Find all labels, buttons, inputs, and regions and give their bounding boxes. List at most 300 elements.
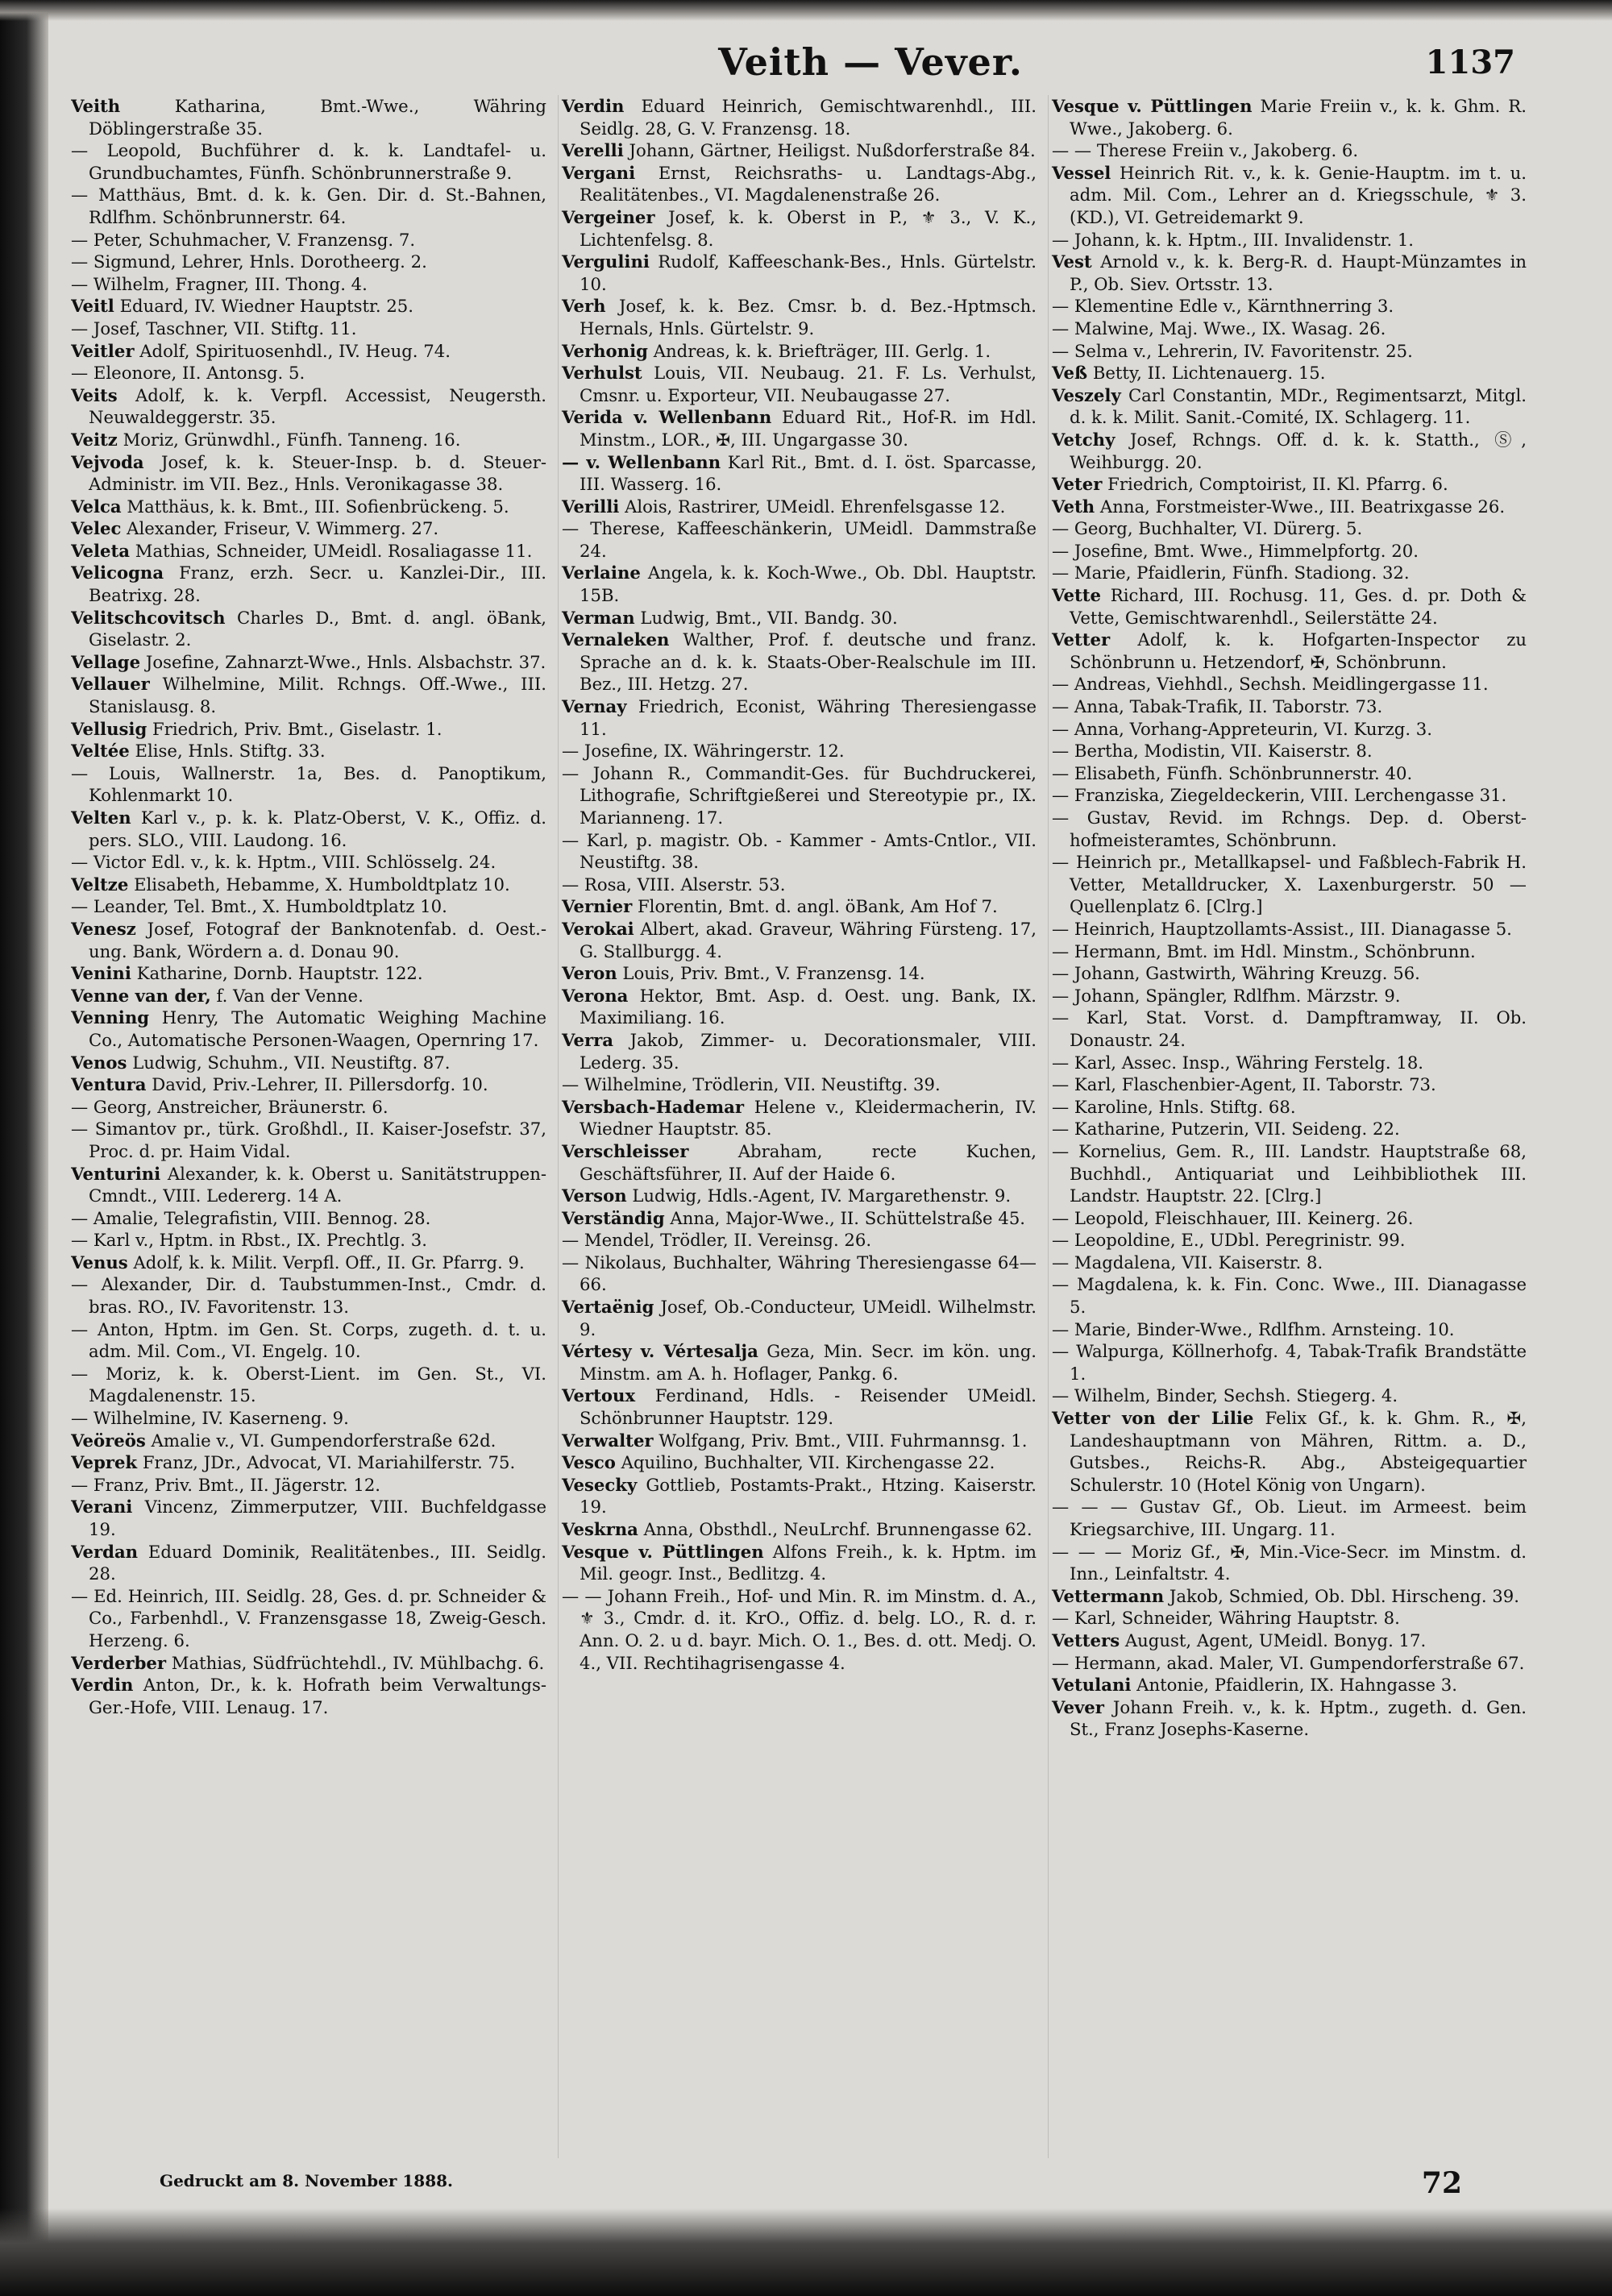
entry-details: Alexander, Friseur, V. Wimmerg. 27. (121, 518, 439, 539)
entry-details: Vincenz, Zimmerputzer, VIII. Buchfeldgasse 19. (89, 1497, 546, 1539)
directory-entry (1052, 1496, 1527, 1540)
sheet-number: 72 (1421, 2166, 1462, 2200)
directory-entry (71, 1096, 546, 1119)
entry-details: Geza, Min. Secr. im kön. ung. Minstm. am A. h. Hoflager, Pankg. 6. (580, 1341, 1037, 1384)
entry-details: — Klementine Edle v., Kärnthnerring 3. (1052, 296, 1394, 317)
directory-entry (1052, 629, 1527, 673)
directory-entry (71, 517, 546, 540)
entry-details: Antonie, Pfaidlerin, IX. Hahngasse 3. (1131, 1675, 1457, 1696)
entry-details: Matthäus, k. k. Bmt., III. Sofienbrückeng. 5. (121, 496, 509, 517)
entry-surname: Verderber (71, 1652, 167, 1673)
entry-details: — Magdalena, k. k. Fin. Conc. Wwe., III. Dianagasse 5. (1052, 1274, 1527, 1318)
directory-entry (71, 874, 546, 896)
directory-entry (562, 451, 1037, 496)
entry-details: — Louis, Wallnerstr. 1a, Bes. d. Panoptikum, Kohlenmarkt 10. (71, 762, 546, 806)
directory-entry (71, 607, 546, 651)
directory-entry (562, 517, 1037, 562)
directory-entry (562, 895, 1037, 918)
entry-details: Adolf, k. k. Hofgarten-Inspector zu Schönbrunn u. Hetzendorf, ✠, Schönbrunn. (1070, 629, 1527, 672)
directory-entry (1052, 1096, 1527, 1119)
entry-surname: Veöreös (71, 1430, 146, 1451)
entry-details: — — Johann Freih., Hof- und Min. R. im Minstm. d. A., ⚜ 3., Cmdr. d. it. KrO., Offiz. d. belg. LO., R. d. r. Ann. O. 2. u d. bayr. Mich. O. 1., Bes. d. ott. Medj. O. 4., VII. Rechtihagrisengasse 4. (562, 1585, 1037, 1673)
entry-details: Friedrich, Comptoirist, II. Kl. Pfarrg. 6. (1102, 474, 1448, 495)
scan-border-bottom (0, 2208, 1612, 2296)
entry-details: — Franziska, Ziegeldeckerin, VIII. Lerchengasse 31. (1052, 785, 1507, 806)
directory-entry (71, 1318, 546, 1363)
entry-surname: Veith (71, 96, 121, 116)
entry-details: Karl Rit., Bmt. d. I. öst. Sparcasse, III. Wasserg. 16. (580, 451, 1037, 495)
entry-details: Friedrich, Priv. Bmt., Giselastr. 1. (147, 718, 442, 739)
directory-entry (562, 562, 1037, 606)
entry-details: — — — Gustav Gf., Ob. Lieut. im Armeest. beim Kriegsarchive, III. Ungarg. 11. (1052, 1497, 1527, 1539)
entry-surname: Veter (1052, 474, 1103, 495)
directory-entry (71, 807, 546, 851)
directory-entry (71, 1496, 546, 1540)
entry-details: — Heinrich, Hauptzollamts-Assist., III. Dianagasse 5. (1052, 918, 1512, 939)
entry-details: — Karl, Stat. Vorst. d. Dampftramway, II. Ob. Donaustr. 24. (1052, 1007, 1527, 1050)
entry-details: Andreas, k. k. Briefträger, III. Gerlg. 1. (647, 340, 991, 361)
entry-surname: Verdin (71, 1675, 134, 1696)
entry-details: Karl v., p. k. k. Platz-Oberst, V. K., Offiz. d. pers. SLO., VIII. Laudong. 16. (89, 808, 546, 850)
directory-entry (562, 251, 1037, 295)
entry-details: — Karl, Schneider, Währing Hauptstr. 8. (1052, 1608, 1400, 1629)
entry-details: Eduard Dominik, Realitätenbes., III. Seidlg. 28. (89, 1541, 546, 1584)
entry-details: Katharina, Bmt.-Wwe., Währing Döblingerstraße 35. (89, 96, 546, 139)
entry-surname: Veskrna (562, 1519, 638, 1539)
directory-entry (71, 362, 546, 384)
entry-details: — Karoline, Hnls. Stiftg. 68. (1052, 1096, 1296, 1117)
directory-entry (1052, 784, 1527, 807)
column-1 (71, 95, 546, 2158)
entry-surname: Ventura (71, 1074, 147, 1095)
directory-entry (1052, 429, 1527, 473)
directory-entry (562, 1096, 1037, 1140)
entry-details: Ludwig, Bmt., VII. Bandg. 30. (634, 607, 898, 628)
directory-entry (71, 184, 546, 228)
entry-details: Jakob, Zimmer- u. Decorationsmaler, VIII. Lederg. 35. (580, 1029, 1037, 1073)
entry-details: — — Therese Freiin v., Jakoberg. 6. (1052, 140, 1359, 161)
page-number: 1137 (1425, 44, 1515, 81)
entry-surname: Vetchy (1052, 429, 1116, 450)
directory-entry (1052, 340, 1527, 363)
entry-surname: Verhonig (562, 340, 648, 361)
entry-details: — Wilhelmine, IV. Kaserneng. 9. (71, 1408, 349, 1429)
entry-surname: Venesz (71, 918, 136, 939)
directory-entry (1052, 1630, 1527, 1652)
directory-entry (562, 1451, 1037, 1474)
entry-surname: Vértesy v. Vértesalja (562, 1341, 758, 1362)
directory-entry (562, 496, 1037, 518)
entry-surname: Velten (71, 808, 131, 828)
directory-entry (562, 1296, 1037, 1340)
directory-entry (71, 384, 546, 429)
entry-surname: Vergani (562, 162, 636, 183)
entry-details: Eduard Heinrich, Gemischtwarenhdl., III. Seidlg. 28, G. V. Franzensg. 18. (580, 96, 1037, 139)
directory-entry (71, 895, 546, 918)
directory-entry (71, 1052, 546, 1074)
directory-entry (562, 362, 1037, 406)
entry-details: — Leopold, Fleischhauer, III. Keinerg. 26. (1052, 1207, 1414, 1228)
entry-surname: Vernay (562, 696, 627, 717)
entry-details: — Moriz, k. k. Oberst-Lient. im Gen. St., VI. Magdalenenstr. 15. (71, 1363, 546, 1406)
entry-details: Alfons Freih., k. k. Hptm. im Mil. geogr. Inst., Bedlitzg. 4. (580, 1541, 1037, 1584)
entry-details: — Wilhelmine, Trödlerin, VII. Neustiftg. 39. (562, 1074, 941, 1095)
directory-entry (71, 251, 546, 273)
entry-surname: Veprek (71, 1452, 138, 1473)
entry-details: — Bertha, Modistin, VII. Kaiserstr. 8. (1052, 741, 1373, 762)
entry-details: Wilhelmine, Milit. Rchngs. Off.-Wwe., III. Stanislausg. 8. (89, 674, 546, 717)
directory-entry (71, 139, 546, 184)
directory-entry (1052, 807, 1527, 851)
entry-details: Albert, akad. Graveur, Währing Fürsteng. 17, G. Stallburgg. 4. (580, 918, 1037, 961)
entry-details: Johann, Gärtner, Heiligst. Nußdorferstraße 84. (623, 140, 1036, 161)
entry-details: Rudolf, Kaffeeschank-Bes., Hnls. Gürtelstr. 10. (580, 251, 1037, 294)
entry-surname: Vellage (71, 651, 141, 672)
entry-details: — Anna, Tabak-Trafik, II. Taborstr. 73. (1052, 696, 1383, 717)
entry-surname: Venos (71, 1052, 127, 1073)
directory-entry (1052, 1073, 1527, 1096)
entry-details: — Nikolaus, Buchhalter, Währing Theresiengasse 64—66. (562, 1252, 1037, 1295)
entry-details: — Johann R., Commandit-Ges. für Buchdruckerei, Lithografie, Schriftgießerei und Stereotypie pr., IX. Marianneng. 17. (562, 762, 1037, 828)
entry-surname: Veth (1052, 496, 1095, 517)
print-date-note: Gedruckt am 8. November 1888. (160, 2171, 453, 2190)
entry-details: Aquilino, Buchhalter, VII. Kirchengasse 22. (615, 1452, 995, 1473)
directory-entry (1052, 229, 1527, 251)
entry-details: Franz, erzh. Secr. u. Kanzlei-Dir., III. Beatrixg. 28. (89, 563, 546, 606)
entry-details: Helene v., Kleidermacherin, IV. Wiedner Hauptstr. 85. (580, 1096, 1037, 1140)
entry-details: Josef, k. k. Steuer-Insp. b. d. Steuer-Administr. im VII. Bez., Hnls. Veronikagasse 38. (89, 451, 546, 495)
entry-details: — Ed. Heinrich, III. Seidlg. 28, Ges. d. pr. Schneider & Co., Farbenhdl., V. Franzensgasse 18, Zweig-Gesch. Herzeng. 6. (71, 1585, 546, 1650)
entry-details: Arnold v., k. k. Berg-R. d. Haupt-Münzamtes in P., Ob. Siev. Ortsstr. 13. (1070, 251, 1527, 294)
directory-entry (562, 1252, 1037, 1296)
directory-entry (1052, 1340, 1527, 1385)
entry-details: Adolf, Spirituosenhdl., IV. Heug. 74. (134, 340, 451, 361)
entry-details: Ludwig, Schuhm., VII. Neustiftg. 87. (127, 1052, 451, 1073)
directory-entry (1052, 1652, 1527, 1675)
directory-entry (1052, 251, 1527, 295)
directory-entry (1052, 517, 1527, 540)
entry-details: Heinrich Rit. v., k. k. Genie-Hauptm. im t. u. adm. Mil. Com., Lehrer an d. Kriegsschule, ⚜ 3. (KD.), VI. Getreidemarkt 9. (1070, 162, 1527, 227)
directory-entry (562, 762, 1037, 829)
directory-entry (1052, 1407, 1527, 1496)
directory-entry (1052, 985, 1527, 1007)
directory-entry (71, 1207, 546, 1230)
entry-details: — Leander, Tel. Bmt., X. Humboldtplatz 10. (71, 896, 447, 917)
entry-surname: Velec (71, 518, 122, 539)
directory-entry (1052, 718, 1527, 741)
directory-entry (71, 762, 546, 807)
directory-entry (562, 1474, 1037, 1518)
entry-surname: Verhulst (562, 363, 642, 384)
entry-surname: Vettermann (1052, 1585, 1165, 1606)
entry-details: Anna, Obsthdl., NeuLrchf. Brunnengasse 62. (638, 1519, 1032, 1539)
directory-entry (71, 95, 546, 139)
directory-entry (562, 695, 1037, 740)
directory-entry (1052, 1585, 1527, 1608)
entry-surname: Vever (1052, 1696, 1104, 1717)
directory-entry (562, 1585, 1037, 1674)
directory-entry (562, 206, 1037, 251)
directory-entry (562, 1541, 1037, 1585)
entry-details: Wolfgang, Priv. Bmt., VIII. Fuhrmannsg. 1. (653, 1430, 1028, 1451)
directory-entry (71, 1451, 546, 1474)
entry-surname: Versbach-Hademar (562, 1096, 745, 1117)
directory-entry (562, 1385, 1037, 1429)
directory-entry (562, 95, 1037, 139)
directory-entry (71, 985, 546, 1007)
directory-columns (71, 95, 1527, 2158)
directory-entry (562, 1029, 1037, 1073)
directory-entry (71, 1163, 546, 1207)
entry-surname: Verelli (562, 140, 624, 161)
entry-details: — — — Moriz Gf., ✠, Min.-Vice-Secr. im Minstm. d. Inn., Leinfaltstr. 4. (1052, 1541, 1527, 1584)
entry-surname: Verwalter (562, 1430, 654, 1451)
entry-details: Florentin, Bmt. d. angl. öBank, Am Hof 7. (632, 896, 998, 917)
entry-details: — Johann, Gastwirth, Währing Kreuzg. 56. (1052, 963, 1420, 984)
entry-surname: Vergeiner (562, 206, 655, 227)
entry-details: Charles D., Bmt. d. angl. öBank, Giselastr. 2. (89, 607, 546, 650)
entry-surname: Vellauer (71, 674, 150, 695)
entry-details: — Josef, Taschner, VII. Stiftg. 11. (71, 318, 357, 338)
directory-entry (71, 1541, 546, 1585)
entry-surname: Veitl (71, 296, 114, 317)
entry-surname: Verokai (562, 918, 634, 939)
entry-details: — Hermann, Bmt. im Hdl. Minstm., Schönbrunn. (1052, 940, 1476, 961)
entry-details: — Wilhelm, Fragner, III. Thong. 4. (71, 273, 368, 294)
directory-entry (1052, 1674, 1527, 1696)
entry-surname: Veitz (71, 429, 118, 450)
entry-surname: Verilli (562, 496, 620, 517)
entry-details: Gottlieb, Postamts-Prakt., Htzing. Kaiserstr. 19. (580, 1474, 1037, 1518)
entry-details: — Simantov pr., türk. Großhdl., II. Kaiser-Josefstr. 37, Proc. d. pr. Haim Vidal. (71, 1119, 546, 1161)
directory-entry (562, 740, 1037, 762)
entry-surname: Veits (71, 384, 118, 405)
directory-entry (1052, 1252, 1527, 1274)
entry-surname: Verdin (562, 96, 625, 116)
directory-entry (1052, 1140, 1527, 1207)
entry-details: — Johann, k. k. Hptm., III. Invalidenstr. 1. (1052, 229, 1415, 250)
directory-entry (1052, 318, 1527, 340)
directory-entry (562, 607, 1037, 629)
entry-details: Walther, Prof. f. deutsche und franz. Sprache an d. k. k. Staats-Ober-Realschule im III. Bez., III. Hetzg. 27. (580, 629, 1037, 695)
entry-details: — Josefine, IX. Währingerstr. 12. (562, 741, 845, 762)
directory-entry (562, 1229, 1037, 1252)
entry-details: Josef, Fotograf der Banknotenfab. d. Oest.-ung. Bank, Wördern a. d. Donau 90. (89, 918, 546, 961)
entry-surname: Vertaënig (562, 1297, 654, 1318)
entry-surname: Venturini (71, 1163, 161, 1184)
entry-surname: Vernier (562, 896, 633, 917)
entry-details: — Eleonore, II. Antonsg. 5. (71, 363, 305, 384)
directory-entry (562, 1430, 1037, 1452)
directory-entry (562, 295, 1037, 339)
entry-details: Josef, k. k. Bez. Cmsr. b. d. Bez.-Hptmsch. Hernals, Hnls. Gürtelstr. 9. (580, 296, 1037, 338)
entry-details: Katharine, Dornb. Hauptstr. 122. (131, 963, 423, 984)
directory-entry (71, 318, 546, 340)
column-3 (1048, 95, 1527, 2158)
directory-entry (71, 1007, 546, 1051)
directory-entry (1052, 562, 1527, 584)
entry-surname: Verona (562, 985, 629, 1006)
directory-entry (71, 740, 546, 762)
directory-entry (562, 1518, 1037, 1541)
entry-surname: Vejvoda (71, 451, 144, 472)
entry-surname: Venne van der, (71, 985, 211, 1006)
entry-surname: Verh (562, 296, 606, 317)
entry-surname: Verida v. Wellenbann (562, 407, 772, 428)
entry-details: Marie Freiin v., k. k. Ghm. R. Wwe., Jakoberg. 6. (1070, 96, 1527, 139)
directory-entry (71, 673, 546, 717)
entry-details: — Victor Edl. v., k. k. Hptm., VIII. Schlösselg. 24. (71, 852, 496, 873)
entry-details: — Josefine, Bmt. Wwe., Himmelpfortg. 20. (1052, 540, 1419, 561)
entry-details: Alois, Rastrirer, UMeidl. Ehrenfelsgasse 12. (619, 496, 1006, 517)
entry-details: Adolf, k. k. Milit. Verpfl. Off., II. Gr. Pfarrg. 9. (127, 1252, 525, 1273)
entry-details: — Alexander, Dir. d. Taubstummen-Inst., Cmdr. d. bras. RO., IV. Favoritenstr. 13. (71, 1274, 546, 1318)
directory-entry (562, 1073, 1037, 1096)
scan-border-left (0, 0, 48, 2296)
entry-surname: Velitschcovitsch (71, 607, 226, 628)
entry-details: — Elisabeth, Fünfh. Schönbrunnerstr. 40. (1052, 762, 1413, 783)
entry-surname: Vest (1052, 251, 1092, 272)
entry-surname: Verson (562, 1185, 627, 1206)
entry-details: — Rosa, VIII. Alserstr. 53. (562, 874, 786, 895)
directory-entry (71, 1474, 546, 1497)
directory-entry (1052, 1696, 1527, 1741)
entry-details: Mathias, Südfrüchtehdl., IV. Mühlbachg. 6. (166, 1652, 545, 1673)
directory-entry (71, 962, 546, 985)
directory-entry (1052, 695, 1527, 718)
entry-surname: Vetter von der Lilie (1052, 1408, 1254, 1429)
entry-details: — Johann, Spängler, Rdlfhm. Märzstr. 9. (1052, 985, 1401, 1006)
entry-surname: Verani (71, 1497, 133, 1518)
entry-details: — Mendel, Trödler, II. Vereinsg. 26. (562, 1230, 872, 1251)
entry-surname: Verdan (71, 1541, 139, 1562)
entry-details: Anna, Forstmeister-Wwe., III. Beatrixgasse 26. (1095, 496, 1506, 517)
directory-entry (71, 1229, 546, 1252)
directory-entry (1052, 1541, 1527, 1585)
entry-surname: Venning (71, 1007, 150, 1028)
entry-surname: Vellusig (71, 718, 147, 739)
entry-details: — Marie, Binder-Wwe., Rdlfhm. Arnsteing. 10. (1052, 1318, 1455, 1339)
entry-details: Ferdinand, Hdls. - Reisender UMeidl. Schönbrunner Hauptstr. 129. (580, 1385, 1037, 1429)
entry-details: Betty, II. Lichtenauerg. 15. (1087, 363, 1326, 384)
entry-surname: Vetter (1052, 629, 1111, 650)
entry-details: Josef, Ob.-Conducteur, UMeidl. Wilhelmstr. 9. (580, 1297, 1037, 1339)
entry-surname: Vetulani (1052, 1675, 1132, 1696)
entry-details: — Franz, Priv. Bmt., II. Jägerstr. 12. (71, 1474, 381, 1495)
entry-details: Adolf, k. k. Verpfl. Accessist, Neugersth. Neuwaldeggerstr. 35. (89, 384, 546, 428)
entry-details: — Matthäus, Bmt. d. k. k. Gen. Dir. d. St.-Bahnen, Rdlfhm. Schönbrunnerstr. 64. (71, 185, 546, 227)
entry-surname: Veron (562, 963, 617, 984)
directory-entry (1052, 1118, 1527, 1140)
entry-details: Johann Freih. v., k. k. Hptm., zugeth. d. Gen. St., Franz Josephs-Kaserne. (1070, 1696, 1527, 1740)
directory-entry (562, 962, 1037, 985)
entry-surname: Venus (71, 1252, 128, 1273)
entry-details: Felix Gf., k. k. Ghm. R., ✠, Landeshauptmann von Mähren, Rittm. a. D., Gutsbes., Reichs-R. Abg., Absteigequartier Schulerstr. 10 (Hotel König von Ungarn). (1070, 1408, 1527, 1495)
directory-entry (71, 496, 546, 518)
directory-entry (1052, 1207, 1527, 1230)
scan-border-top (0, 0, 1612, 21)
entry-details: Abraham, recte Kuchen, Geschäftsführer, II. Auf der Haide 6. (580, 1140, 1037, 1184)
entry-details: Mathias, Schneider, UMeidl. Rosaliagasse 11. (130, 540, 533, 561)
entry-surname: Vergulini (562, 251, 650, 272)
directory-entry (562, 1207, 1037, 1230)
entry-details: — Karl, Assec. Insp., Währing Ferstelg. 18. (1052, 1052, 1424, 1073)
directory-entry (1052, 1052, 1527, 1074)
entry-surname: Veltze (71, 874, 129, 895)
directory-entry (1052, 1007, 1527, 1051)
directory-entry (1052, 762, 1527, 785)
entry-details: — Walpurga, Köllnerhofg. 4, Tabak-Trafik Brandstätte 1. (1052, 1341, 1527, 1384)
entry-details: Amalie v., VI. Gumpendorferstraße 62d. (145, 1430, 496, 1451)
entry-details: Elise, Hnls. Stiftg. 33. (129, 741, 326, 762)
directory-entry (71, 1430, 546, 1452)
entry-details: — Georg, Anstreicher, Bräunerstr. 6. (71, 1096, 388, 1117)
entry-details: Henry, The Automatic Weighing Machine Co., Automatische Personen-Waagen, Opernring 17. (89, 1007, 546, 1050)
entry-details: — Andreas, Viehhdl., Sechsh. Meidlingergasse 11. (1052, 674, 1489, 695)
directory-entry (71, 1073, 546, 1096)
entry-surname: Velicogna (71, 563, 164, 583)
directory-entry (562, 985, 1037, 1029)
directory-entry (1052, 740, 1527, 762)
entry-surname: — v. Wellenbann (562, 451, 721, 472)
entry-details: Carl Constantin, MDr., Regimentsarzt, Mitgl. d. k. k. Milit. Sanit.-Comité, IX. Schlagerg. 11. (1070, 384, 1527, 428)
directory-entry (1052, 473, 1527, 496)
directory-entry (562, 162, 1037, 206)
directory-entry (71, 1273, 546, 1318)
entry-details: Ernst, Reichsraths- u. Landtags-Abg., Realitätenbes., VI. Magdalenenstraße 26. (580, 162, 1037, 206)
entry-surname: Veltée (71, 741, 130, 762)
directory-entry (1052, 95, 1527, 139)
entry-details: Josef, k. k. Oberst in P., ⚜ 3., V. K., Lichtenfelsg. 8. (580, 206, 1037, 250)
entry-details: — Katharine, Putzerin, VII. Seideng. 22. (1052, 1119, 1400, 1140)
entry-surname: Vesque v. Püttlingen (562, 1541, 764, 1562)
directory-entry (1052, 362, 1527, 384)
directory-entry (71, 295, 546, 318)
entry-details: — Wilhelm, Binder, Sechsh. Stiegerg. 4. (1052, 1385, 1398, 1406)
entry-details: Moriz, Grünwdhl., Fünfh. Tanneng. 16. (117, 429, 461, 450)
directory-entry (1052, 496, 1527, 518)
directory-entry (71, 1674, 546, 1718)
directory-entry (562, 139, 1037, 162)
entry-details: — Karl, p. magistr. Ob. - Kammer - Amts-Cntlor., VII. Neustiftg. 38. (562, 829, 1037, 873)
entry-details: Hektor, Bmt. Asp. d. Oest. ung. Bank, IX. Maximiliang. 16. (580, 985, 1037, 1028)
directory-entry (562, 918, 1037, 962)
directory-entry (1052, 384, 1527, 429)
entry-details: — Therese, Kaffeeschänkerin, UMeidl. Dammstraße 24. (562, 518, 1037, 561)
entry-surname: Verschleisser (562, 1140, 689, 1161)
entry-surname: Veszely (1052, 384, 1121, 405)
directory-entry (1052, 1318, 1527, 1341)
entry-details: Josefine, Zahnarzt-Wwe., Hnls. Alsbachstr. 37. (140, 651, 546, 672)
directory-entry (1052, 162, 1527, 229)
page-footer (71, 2166, 1527, 2207)
entry-details: August, Agent, UMeidl. Bonyg. 17. (1120, 1630, 1427, 1650)
entry-details: — Sigmund, Lehrer, Hnls. Dorotheerg. 2. (71, 251, 427, 272)
column-2 (558, 95, 1037, 2158)
directory-entry (1052, 962, 1527, 985)
directory-entry (1052, 1385, 1527, 1407)
entry-details: Friedrich, Econist, Währing Theresiengasse 11. (580, 696, 1037, 739)
entry-details: Louis, VII. Neubaug. 21. F. Ls. Verhulst, Cmsnr. u. Exporteur, VII. Neubaugasse 27. (580, 363, 1037, 405)
directory-entry (1052, 139, 1527, 162)
entry-details: Franz, JDr., Advocat, VI. Mariahilferstr. 75. (137, 1452, 516, 1473)
directory-entry (562, 1140, 1037, 1185)
entry-details: David, Priv.-Lehrer, II. Pillersdorfg. 10. (146, 1074, 488, 1095)
entry-details: Elisabeth, Hebamme, X. Humboldtplatz 10. (128, 874, 510, 895)
directory-entry (1052, 851, 1527, 918)
entry-details: — Karl v., Hptm. in Rbst., IX. Prechtlg. 3. (71, 1230, 427, 1251)
entry-details: Anton, Dr., k. k. Hofrath beim Verwaltungs-Ger.-Hofe, VIII. Lenaug. 17. (89, 1675, 546, 1717)
